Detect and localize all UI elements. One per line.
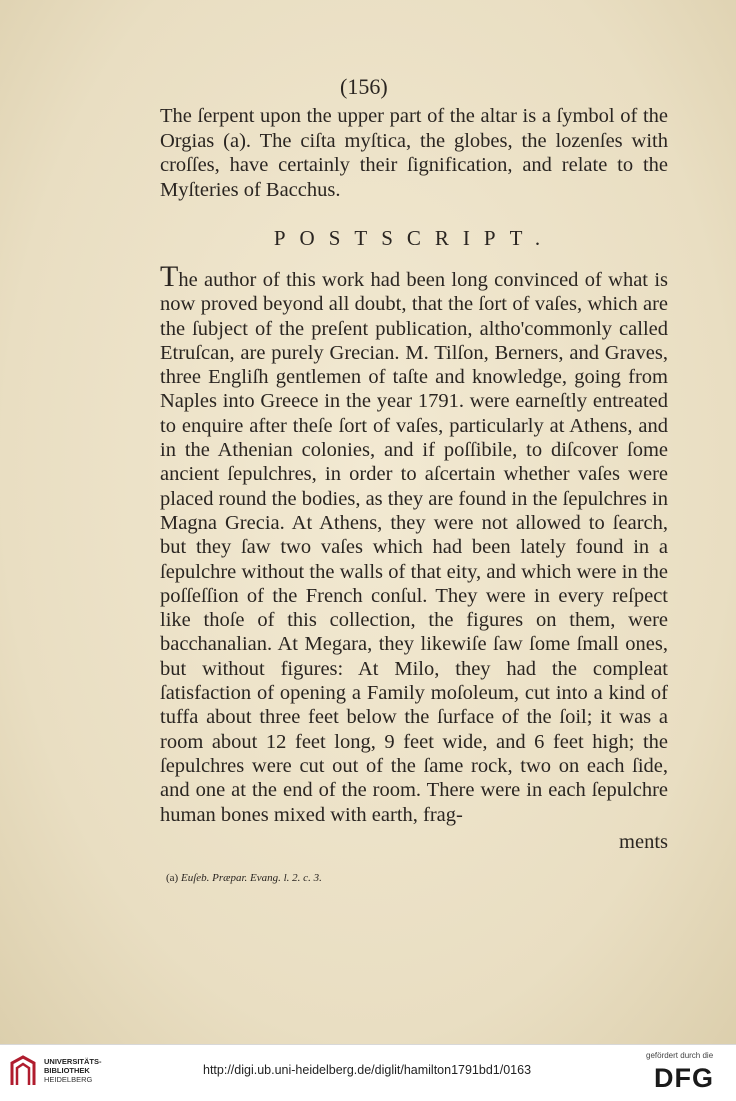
university-library-name — [44, 1057, 102, 1084]
drop-cap: T — [160, 260, 179, 293]
footnote-mark: (a) — [166, 872, 179, 884]
sponsor-label: gefördert durch die — [646, 1051, 714, 1060]
footnote — [166, 872, 322, 884]
uni-line-1: UNIVERSITÄTS- — [44, 1057, 102, 1066]
page-number: (156) — [340, 74, 388, 99]
university-library-logo-icon — [8, 1055, 38, 1089]
paragraph-intro — [160, 104, 668, 202]
catchword: ments — [619, 831, 668, 853]
footnote-text: Euſeb. Præpar. Evang. l. 2. c. 3. — [180, 872, 322, 884]
dfg-logo: DFG — [654, 1063, 714, 1093]
paragraph-postscript-text: he author of this work had been long convinced of what is now proved beyond all doubt, that the ſort of vaſes, which are the ſubject of the preſent publication, altho'commonly called Etruſcan, are purely Grecian. M. Tilſon, Berners, and Graves, three Engliſh gentlemen of taſte and knowledge, going from Naples into Greece in the year 1791. were earneſtly entreated to enquire after theſe ſort of vaſes, particularly at Athens, and in the Athenian colonies, and if poſſibile, to diſcover ſome ancient ſepulchres, in order to aſcertain whether vaſes were placed round the bodies, as they are found in the ſepulchres in Magna Grecia. At Athens, they were not allowed to ſearch, but they ſaw two vaſes which had been lately found in a ſepulchre without the walls of that eity, and which were in the poſſeſſion of the French conſul. They were in every reſpect like thoſe of this collection, the figures on them, were bacchanalian. At Megara, they likewiſe ſaw ſome ſmall ones, but without figures: At Milo, they had the compleat ſatisfaction of opening a Family moſoleum, cut into a kind of tuffa about three feet below the ſurface of the ſoil; it was a room about 12 feet long, 9 feet wide, and 6 feet high; the ſepulchres were cut out of the ſame rock, two on each ſide, and one at the end of the room. There were in each ſepulchre human bones mixed with earth, frag- — [160, 269, 668, 826]
paragraph-postscript — [160, 260, 668, 827]
permalink-url[interactable]: http://digi.ub.uni-heidelberg.de/diglit/hamilton1791bd1/0163 — [203, 1063, 532, 1077]
uni-line-3: HEIDELBERG — [44, 1075, 93, 1084]
section-heading: POSTSCRIPT. — [273, 226, 555, 250]
paragraph-intro-text: The ſerpent upon the upper part of the altar is a ſymbol of the Orgias (a). The ciſta myſtica, the globes, the lozenſes with croſſes, have certainly their ſignification, and relate to the Myſteries of Bacchus. — [160, 105, 668, 201]
footer-bar — [0, 1044, 736, 1101]
uni-line-2: BIBLIOTHEK — [44, 1066, 90, 1075]
